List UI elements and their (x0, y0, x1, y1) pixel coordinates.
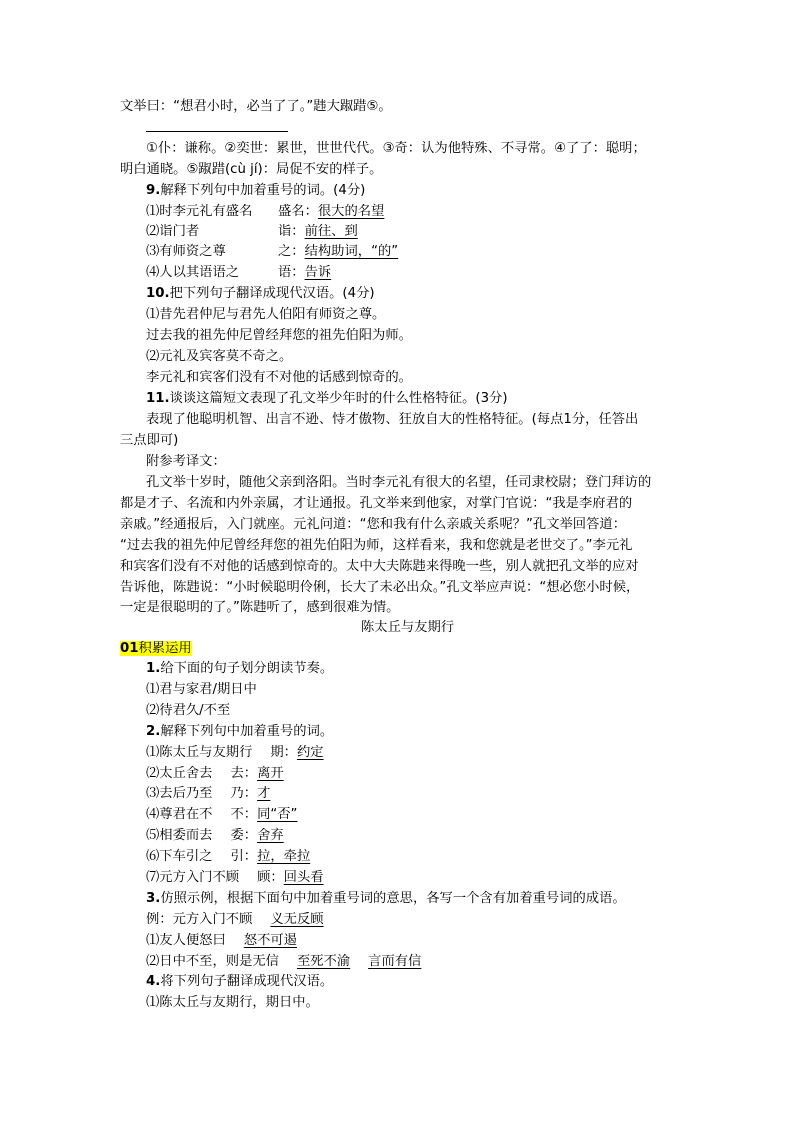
question-number: 10. (146, 286, 170, 301)
sentence: ⑴友人便怒曰 (146, 933, 226, 948)
answer-row (146, 826, 284, 846)
answer: ⑴君与家君/期日中 (146, 682, 257, 697)
question-10 (146, 284, 375, 304)
sentence: ⑷人以其语语之 (146, 265, 240, 280)
reference-line: “过去我的祖先仲尼曾经拜您的祖先伯阳为师，这样看来，我和您就是老世交了。”李元礼 (120, 538, 633, 553)
section-label-text: 积累运用 (138, 641, 192, 656)
question-3 (146, 889, 626, 909)
sentence: ⑵日中不至，则是无信 (146, 954, 279, 969)
answer-row (146, 222, 358, 242)
sentence: ⑵元礼及宾客莫不奇之。 (146, 349, 293, 364)
sentence: ⑷尊君在不 (146, 807, 213, 822)
question-number: 9. (146, 183, 161, 198)
question-number: 4. (146, 974, 161, 989)
answer-row (146, 952, 421, 972)
answer: 结构助词，“的” (304, 244, 399, 259)
answer: 三点即可) (120, 433, 179, 448)
reference-line: 都是才子、名流和内外亲属，才让通报。孔文举来到他家，对掌门官说：“我是李府君的 (120, 496, 633, 511)
question-2 (146, 722, 333, 742)
reference-title: 附参考译文： (146, 454, 226, 469)
sentence: ⑶去后乃至 (146, 786, 213, 801)
answer: 回头看 (283, 870, 324, 885)
answer-row (146, 805, 297, 825)
question-4 (146, 972, 333, 992)
reference-line: 一定是很聪明的了。”陈韪听了，感到很难为情。 (120, 600, 400, 615)
sentence: ⑴昔先君仲尼与君先人伯阳有师资之尊。 (146, 307, 386, 322)
word: 引： (230, 849, 258, 864)
sentence: ⑺元方入门不顾 (146, 870, 240, 885)
example-answer: 义无反顾 (270, 912, 324, 927)
answer: 很大的名望 (317, 204, 385, 219)
word: 诣： (278, 224, 305, 239)
question-9 (146, 181, 365, 201)
answer-row (146, 743, 324, 763)
answer-row (146, 784, 270, 804)
sentence: ⑸相委而去 (146, 828, 213, 843)
answer-row (146, 202, 384, 222)
answer: 过去我的祖先仲尼曾经拜您的祖先伯阳为师。 (146, 328, 412, 343)
answer: 拉，牵拉 (257, 849, 311, 864)
question-stem: 谈谈这篇短文表现了孔文举少年时的什么性格特征。(3分) (169, 391, 508, 406)
question-stem: 把下列句子翻译成现代汉语。(4分) (169, 286, 375, 301)
question-number: 2. (146, 724, 161, 739)
answer: 至死不渝 (296, 954, 351, 969)
sentence: ⑵诣门者 (146, 224, 200, 239)
answer: 怒不可遏 (243, 933, 297, 948)
sentence: ⑴陈太丘与友期行，期日中。 (146, 995, 319, 1010)
word: 乃： (230, 786, 258, 801)
answer-row (146, 847, 310, 867)
answer-row (146, 931, 297, 951)
answer: 表现了他聪明机智、出言不逊、恃才傲物、狂放自大的性格特征。(每点1分，任答出 (146, 412, 639, 427)
word: 盛名： (278, 204, 318, 219)
question-stem: 解释下列句中加着重号的词。 (160, 724, 334, 739)
example-label: 例：元方入门不顾 (146, 912, 253, 927)
sentence: ⑵太丘舍去 (146, 766, 213, 781)
question-number: 3. (146, 891, 161, 906)
footnote-line: 明白通晓。⑤踧踖(cù jí)：局促不安的样子。 (120, 162, 383, 177)
answer-row (146, 242, 398, 262)
sentence: ⑹下车引之 (146, 849, 213, 864)
question-1 (146, 659, 333, 679)
answer-row (146, 764, 284, 784)
example-row (146, 910, 324, 930)
question-number: 11. (146, 391, 170, 406)
answer: 告诉 (304, 265, 332, 280)
answer: 舍弃 (257, 828, 284, 843)
section-title: 陈太丘与友期行 (361, 620, 455, 635)
word: 之： (278, 244, 305, 259)
word: 委： (230, 828, 258, 843)
sentence: ⑶有师资之尊 (146, 244, 226, 259)
answer: 约定 (296, 745, 324, 760)
footnote-divider (146, 131, 288, 132)
word: 期： (270, 745, 297, 760)
word: 语： (278, 265, 305, 280)
word: 去： (230, 766, 258, 781)
word: 不： (230, 807, 258, 822)
question-stem: 将下列句子翻译成现代汉语。 (160, 974, 334, 989)
section-number: 01 (120, 641, 139, 656)
text-line: 文举曰：“想君小时，必当了了。”韪大踧踖⑤。 (120, 99, 392, 114)
reference-line: 亲戚。”经通报后，入门就座。元礼问道：“您和我有什么亲戚关系呢？”孔文举回答道： (120, 517, 626, 532)
answer: ⑵待君久/不至 (146, 703, 231, 718)
question-number: 1. (146, 661, 161, 676)
reference-line: 孔文举十岁时，随他父亲到洛阳。当时李元礼有很大的名望，任司隶校尉；登门拜访的 (146, 475, 652, 490)
answer: 才 (257, 786, 271, 801)
reference-line: 和宾客们没有不对他的话感到惊奇的。太中大夫陈韪来得晚一些，别人就把孔文举的应对 (120, 559, 639, 574)
question-stem: 仿照示例，根据下面句中加着重号词的意思，各写一个含有加着重号词的成语。 (160, 891, 626, 906)
question-stem: 解释下列句中加着重号的词。(4分) (160, 183, 366, 198)
answer: 言而有信 (368, 954, 422, 969)
answer: 前往、到 (304, 224, 358, 239)
question-11 (146, 389, 508, 409)
sentence: ⑴陈太丘与友期行 (146, 745, 253, 760)
answer: 李元礼和宾客们没有不对他的话感到惊奇的。 (146, 370, 412, 385)
answer: 同“否” (257, 807, 298, 822)
word: 顾： (257, 870, 284, 885)
footnote-line: ①仆：谦称。②奕世：累世，世世代代。③奇：认为他特殊、不寻常。④了了：聪明； (146, 141, 646, 156)
sentence: ⑴时李元礼有盛名 (146, 204, 253, 219)
question-stem: 给下面的句子划分朗读节奏。 (160, 661, 334, 676)
reference-line: 告诉他，陈韪说：“小时候聪明伶俐，长大了未必出众。”孔文举应声说：“想必您小时候， (120, 580, 640, 595)
answer-row (146, 868, 324, 888)
answer: 离开 (257, 766, 284, 781)
answer-row (146, 263, 331, 283)
section-label (120, 639, 192, 659)
